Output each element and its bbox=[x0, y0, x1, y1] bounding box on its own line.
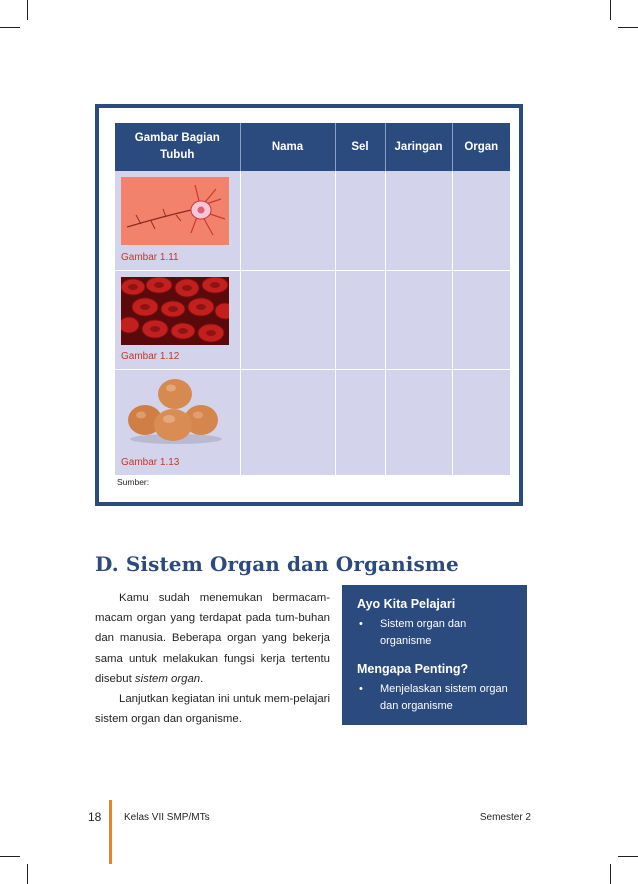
header-sel: Sel bbox=[335, 123, 385, 171]
figure-caption: Gambar 1.11 bbox=[121, 252, 179, 263]
bullet-icon: • bbox=[359, 683, 363, 695]
body-text bbox=[95, 588, 330, 729]
answer-cell[interactable] bbox=[335, 171, 385, 271]
answer-cell[interactable] bbox=[240, 271, 335, 370]
crop-mark bbox=[610, 864, 611, 884]
answer-cell[interactable] bbox=[240, 370, 335, 476]
source-label: Sumber: bbox=[117, 477, 150, 487]
bullet-icon: • bbox=[359, 618, 363, 630]
paragraph-text-end: . bbox=[200, 672, 204, 685]
paragraph bbox=[95, 588, 330, 689]
crop-mark bbox=[610, 0, 611, 20]
footer-semester: Semester 2 bbox=[479, 812, 531, 823]
crop-mark bbox=[27, 0, 28, 20]
answer-cell[interactable] bbox=[385, 271, 452, 370]
answer-cell[interactable] bbox=[335, 370, 385, 476]
learning-goals-box bbox=[342, 585, 527, 725]
crop-mark bbox=[0, 856, 20, 857]
eggs-image bbox=[121, 376, 229, 444]
paragraph-text: Lanjutkan kegiatan ini untuk mem-pelajari sistem organ dan organisme. bbox=[95, 693, 330, 726]
header-organ: Organ bbox=[452, 123, 510, 171]
crop-mark bbox=[618, 27, 638, 28]
crop-mark bbox=[618, 856, 638, 857]
box-heading: Ayo Kita Pelajari bbox=[357, 597, 456, 611]
figure-caption: Gambar 1.13 bbox=[121, 457, 180, 468]
answer-cell[interactable] bbox=[385, 171, 452, 271]
box-heading: Mengapa Penting? bbox=[357, 662, 469, 676]
table-row bbox=[115, 271, 510, 370]
answer-cell[interactable] bbox=[335, 271, 385, 370]
footer-book-title: Kelas VII SMP/MTs bbox=[124, 812, 210, 823]
paragraph bbox=[95, 689, 330, 729]
activity-table bbox=[115, 123, 510, 476]
box-item-text: Menjelaskan sistem organ dan organisme bbox=[380, 683, 508, 712]
box-item bbox=[357, 681, 515, 714]
answer-cell[interactable] bbox=[452, 370, 510, 476]
header-gambar: Gambar Bagian Tubuh bbox=[115, 123, 240, 171]
image-cell bbox=[115, 171, 240, 271]
red-blood-cells-image bbox=[121, 277, 229, 345]
neuron-image bbox=[121, 177, 229, 245]
answer-cell[interactable] bbox=[385, 370, 452, 476]
header-jaringan: Jaringan bbox=[385, 123, 452, 171]
emphasis-term: sistem organ bbox=[134, 672, 201, 685]
crop-mark bbox=[0, 27, 20, 28]
figure-caption: Gambar 1.12 bbox=[121, 351, 180, 362]
paragraph-text: Kamu sudah menemukan bermacam-macam organ yang terdapat pada tum-buhan dan manusia. Beberapa organ yang bekerja sama untuk melakukan fungsi kerja tertentu disebut bbox=[95, 592, 330, 685]
page-number: 18 bbox=[88, 810, 102, 824]
box-item bbox=[357, 616, 515, 649]
image-cell bbox=[115, 370, 240, 476]
table-row bbox=[115, 370, 510, 476]
section-title: D. Sistem Organ dan Organisme bbox=[95, 552, 459, 576]
answer-cell[interactable] bbox=[240, 171, 335, 271]
footer-divider bbox=[109, 800, 112, 864]
crop-mark bbox=[27, 864, 28, 884]
answer-cell[interactable] bbox=[452, 271, 510, 370]
table-row bbox=[115, 171, 510, 271]
image-cell bbox=[115, 271, 240, 370]
header-nama: Nama bbox=[240, 123, 335, 171]
box-item-text: Sistem organ dan organisme bbox=[380, 618, 467, 647]
table-header-row bbox=[115, 123, 510, 171]
answer-cell[interactable] bbox=[452, 171, 510, 271]
